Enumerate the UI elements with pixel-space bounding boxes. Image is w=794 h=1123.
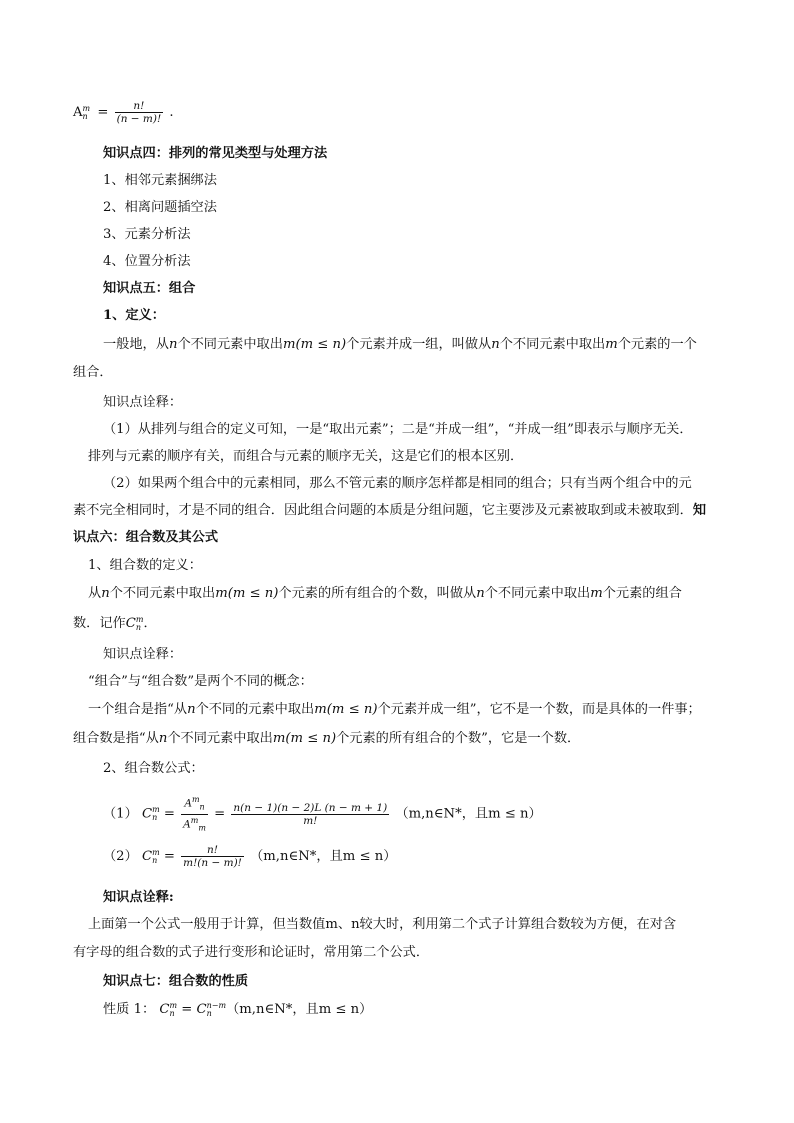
remark-line-2: 有字母的组合数的式子进行变形和论证时，常用第二个公式． — [73, 945, 430, 960]
concept-line-1: “组合”与“组合数”是两个不同的概念： — [88, 674, 313, 689]
notes-label-3: 知识点诠释: — [103, 890, 174, 905]
f1-frac-a — [181, 794, 208, 834]
a-eq: = — [97, 105, 109, 120]
p1-condition: （m,n∈N*，且m ≤ n） — [226, 1002, 373, 1017]
cn-text-b: 个不同元素中取出 — [109, 586, 216, 601]
cn-text-a: 从 — [88, 586, 102, 601]
def-m: m — [605, 337, 618, 352]
cn-text-c: 个元素的所有组合的个数，叫做从 — [278, 586, 477, 601]
def-text-b: 个不同元素中取出 — [177, 337, 283, 352]
f2-prefix: （2） — [103, 849, 138, 864]
heading-point-6: 识点六：组合数及其公式 — [73, 530, 219, 545]
combination-number-line-2 — [73, 615, 157, 633]
note-line-2: 排列与元素的顺序有关，而组合与元素的顺序无关，这是它们的根本区别． — [88, 449, 524, 464]
f1-c: C — [141, 806, 153, 822]
note-line-3: （2）如果两个组合中的元素相同，那么不管元素的顺序怎样都是相同的组合；只有当两个组合中的元 — [103, 476, 692, 491]
q2-text-b: 个不同的元素中取出 — [195, 702, 315, 717]
concept-line-3 — [73, 730, 580, 748]
notes-label-1: 知识点诠释： — [103, 395, 183, 410]
cn-text-d: 个不同元素中取出 — [484, 586, 591, 601]
heading-point-4: 知识点四：排列的常见类型与处理方法 — [103, 146, 328, 161]
method-item-1: 1、相邻元素捆绑法 — [103, 173, 217, 188]
def-text-c: 个元素并成一组，叫做从 — [346, 337, 492, 352]
remark-line-1: 上面第一个公式一般用于计算，但当数值m、n较大时，利用第二个式子计算组合数较为方便，在对含 — [88, 917, 677, 932]
def-m-le-n: m(m ≤ n) — [282, 337, 347, 352]
f2-frac-num: n! — [207, 844, 218, 856]
note-line-4-tail: 知 — [692, 503, 706, 518]
q2-n: n — [187, 702, 196, 717]
p1-c-right-sup: n−m — [206, 1000, 227, 1010]
p1-c-left-sub: n — [169, 1008, 175, 1018]
combination-number-line-1 — [88, 585, 682, 603]
property-1 — [103, 1001, 372, 1019]
arrangement-formula-line — [73, 100, 174, 125]
a-fraction — [115, 100, 164, 125]
f1-frac-b — [231, 802, 389, 827]
q3-text-c: 个元素的所有组合的个数”，它是一个数． — [336, 731, 581, 746]
f1-frac-b-num: n(n − 1)(n − 2)L (n − m + 1) — [233, 801, 388, 814]
f1-frac-a-den — [181, 814, 208, 835]
f1-frac-a-num — [181, 794, 208, 814]
f1-frac-b-den: m! — [231, 814, 389, 827]
f1-a-top-sub: n — [199, 802, 205, 812]
heading-point-7: 知识点七：组合数的性质 — [103, 974, 249, 989]
method-item-3: 3、元素分析法 — [103, 227, 191, 242]
cn-text-e: 个元素的组合 — [602, 586, 682, 601]
p1-eq: = — [181, 1002, 193, 1017]
f2-c-sub: n — [152, 855, 158, 865]
f1-eq-2: = — [214, 806, 226, 822]
cn-text-f: 数．记作 — [73, 616, 126, 631]
p1-c-right-sub: n — [206, 1008, 212, 1018]
f1-condition: （m,n∈N*，且m ≤ n） — [395, 806, 542, 822]
notes-label-2: 知识点诠释： — [103, 647, 183, 662]
f2-eq: = — [163, 849, 175, 864]
cn-n: n — [101, 586, 110, 601]
a-sup: m — [82, 103, 91, 113]
heading-point-5: 知识点五：组合 — [103, 281, 196, 296]
f1-c-sub: n — [152, 813, 158, 823]
cn-c-sub: n — [135, 622, 141, 632]
formula-2 — [103, 842, 396, 872]
def-text-d: 个不同元素中取出 — [499, 337, 606, 352]
a-symbol: A — [73, 105, 83, 120]
cn-m-le-n: m(m ≤ n) — [215, 586, 279, 601]
cn-c-sup: m — [135, 614, 144, 624]
cn-m: m — [590, 586, 603, 601]
q2-text-a: 一个组合是指“从 — [88, 702, 188, 717]
def-text-a: 一般地，从 — [103, 337, 169, 352]
cn-text-g: ． — [143, 616, 157, 631]
cn-c-symbol: C — [125, 616, 136, 631]
definition-label: 1、定义： — [103, 308, 165, 323]
a-tail: . — [169, 105, 174, 120]
p1-label: 性质 1： — [103, 1002, 156, 1017]
note-line-1: （1）从排列与组合的定义可知，一是“取出元素”；二是“并成一组”，“并成一组”即表示与顺序无关． — [103, 422, 693, 437]
q2-text-c: 个元素并成一组”，它不是一个数，而是具体的一件事； — [377, 702, 701, 717]
definition-line-2: 组合． — [73, 365, 113, 380]
f1-a-bot-sup: m — [190, 815, 199, 825]
f1-a-top: A — [184, 797, 192, 810]
cn-n-2: n — [476, 586, 485, 601]
note-line-4-text: 素不完全相同时，才是不同的组合．因此组合问题的本质是分组问题，它主要涉及元素被取到或未被取到． — [73, 503, 693, 518]
note-line-4 — [73, 502, 706, 520]
f1-a-bot-sub: m — [198, 823, 206, 833]
def-n: n — [168, 337, 178, 352]
f1-eq-1: = — [163, 806, 175, 822]
def-n-2: n — [491, 337, 500, 352]
a-sub: n — [82, 111, 88, 121]
f1-a-bot: A — [183, 818, 191, 831]
f2-frac-den: m!(n − m)! — [183, 857, 242, 869]
f2-c-sup: m — [152, 847, 160, 857]
q3-text-b: 个不同元素中取出 — [167, 731, 273, 746]
q2-m-le-n: m(m ≤ n) — [314, 702, 378, 717]
a-fraction-num: n! — [133, 100, 145, 112]
method-item-2: 2、相离问题插空法 — [103, 200, 217, 215]
p1-c-right: C — [196, 1002, 207, 1017]
combination-number-label: 1、组合数的定义： — [88, 558, 202, 573]
f2-c: C — [141, 849, 153, 864]
q3-text-a: 组合数是指“从 — [73, 731, 159, 746]
f2-condition: （m,n∈N*，且m ≤ n） — [250, 849, 397, 864]
def-text-e: 个元素的一个 — [617, 337, 697, 352]
q3-m-le-n: m(m ≤ n) — [272, 731, 337, 746]
q3-n: n — [158, 731, 168, 746]
f1-prefix: （1） — [103, 806, 138, 822]
a-fraction-den: (n − m)! — [116, 113, 162, 125]
f1-a-top-sup: m — [191, 795, 200, 804]
f2-frac — [181, 844, 244, 869]
p1-c-left: C — [159, 1002, 170, 1017]
p1-c-left-sup: m — [169, 1000, 178, 1010]
definition-line-1 — [103, 336, 697, 354]
f1-c-sup: m — [152, 805, 160, 815]
formula-label: 2、组合数公式： — [103, 761, 204, 776]
method-item-4: 4、位置分析法 — [103, 254, 191, 269]
formula-1 — [103, 794, 542, 834]
concept-line-2 — [88, 701, 701, 719]
